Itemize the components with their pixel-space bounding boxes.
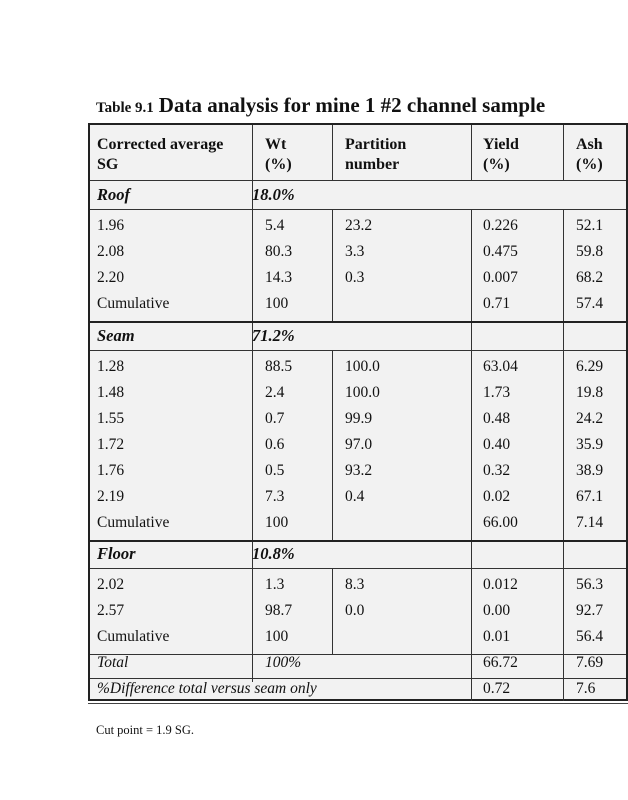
- table-title: Data analysis for mine 1 #2 channel sample: [158, 93, 546, 117]
- table-footnote: Cut point = 1.9 SG.: [96, 723, 195, 737]
- header-yield-line1: Yield: [483, 136, 519, 153]
- cell-yield: 0.007: [483, 269, 518, 286]
- cell-partition: 0.0: [345, 602, 365, 619]
- cell-yield: 0.48: [483, 410, 511, 427]
- cell-ash: 57.4: [576, 295, 604, 312]
- rule-floor-label: [90, 568, 626, 569]
- cell-partition: 0.3: [345, 269, 365, 286]
- difference-yield: 0.72: [483, 680, 511, 697]
- total-ash: 7.69: [576, 654, 604, 671]
- cell-ash: 7.14: [576, 514, 604, 531]
- cell-yield: 0.02: [483, 488, 511, 505]
- header-partition: [345, 135, 406, 175]
- cell-partition: 3.3: [345, 243, 365, 260]
- cell-sg: 2.19: [97, 488, 125, 505]
- table-number: Table 9.1: [96, 100, 154, 116]
- cell-yield: 66.00: [483, 514, 518, 531]
- cell-ash: 59.8: [576, 243, 604, 260]
- difference-ash: 7.6: [576, 680, 596, 697]
- cell-sg: Cumulative: [97, 295, 170, 312]
- cell-wt: 100: [265, 514, 289, 531]
- data-table: [88, 123, 628, 701]
- cell-yield: 0.00: [483, 602, 511, 619]
- cell-wt: 2.4: [265, 384, 285, 401]
- cell-ash: 92.7: [576, 602, 604, 619]
- rule-roof-bottom: [90, 321, 626, 323]
- cell-ash: 35.9: [576, 436, 604, 453]
- cell-ash: 56.3: [576, 576, 604, 593]
- cell-sg: 1.72: [97, 436, 125, 453]
- rule-roof-label: [90, 209, 626, 210]
- rule-seam-bottom: [90, 540, 626, 542]
- divider-wt-part-seam: [332, 350, 333, 540]
- header-ash-line1: Ash: [576, 136, 603, 153]
- rule-header-bottom: [90, 180, 626, 181]
- divider-part-yield-header: [471, 125, 472, 180]
- cell-wt: 5.4: [265, 217, 285, 234]
- cell-ash: 68.2: [576, 269, 604, 286]
- header-sg-line2: SG: [97, 156, 119, 173]
- cell-ash: 52.1: [576, 217, 604, 234]
- divider-wt-part-roof: [332, 209, 333, 321]
- cell-sg: 1.28: [97, 358, 125, 375]
- cell-partition: 97.0: [345, 436, 373, 453]
- cell-wt: 0.5: [265, 462, 285, 479]
- cell-yield: 0.01: [483, 628, 511, 645]
- cell-yield: 0.226: [483, 217, 518, 234]
- cell-yield: 63.04: [483, 358, 518, 375]
- cell-partition: 99.9: [345, 410, 373, 427]
- header-ash: [576, 135, 603, 175]
- cell-partition: 100.0: [345, 384, 380, 401]
- divider-wt-part-header: [332, 125, 333, 180]
- cell-wt: 88.5: [265, 358, 293, 375]
- cell-yield: 1.73: [483, 384, 511, 401]
- cell-sg: 2.57: [97, 602, 125, 619]
- table-caption: [96, 93, 545, 118]
- cell-sg: Cumulative: [97, 628, 170, 645]
- cell-sg: 1.48: [97, 384, 125, 401]
- total-wt: 100%: [265, 654, 302, 671]
- group-roof-name: Roof: [97, 185, 130, 204]
- header-yield: [483, 135, 519, 175]
- cell-sg: 2.20: [97, 269, 125, 286]
- header-sg: [97, 135, 223, 175]
- header-sg-line1: Corrected average: [97, 136, 224, 153]
- difference-label: %Difference total versus seam only: [97, 680, 317, 697]
- header-partition-line2: number: [345, 156, 400, 173]
- cell-wt: 14.3: [265, 269, 293, 286]
- group-floor-name: Floor: [97, 544, 136, 563]
- cell-wt: 100: [265, 295, 289, 312]
- group-floor-pct: 10.8%: [252, 544, 295, 563]
- cell-sg: 1.55: [97, 410, 125, 427]
- cell-yield: 0.32: [483, 462, 511, 479]
- cell-partition: 93.2: [345, 462, 373, 479]
- cell-partition: 23.2: [345, 217, 373, 234]
- header-wt: [265, 135, 292, 175]
- cell-wt: 7.3: [265, 488, 285, 505]
- cell-wt: 0.7: [265, 410, 285, 427]
- header-partition-line1: Partition: [345, 136, 407, 153]
- cell-yield: 0.71: [483, 295, 511, 312]
- group-seam-pct: 71.2%: [252, 326, 295, 345]
- cell-yield: 0.012: [483, 576, 518, 593]
- cell-ash: 19.8: [576, 384, 604, 401]
- cell-ash: 24.2: [576, 410, 604, 427]
- cell-sg: 1.96: [97, 217, 125, 234]
- cell-wt: 1.3: [265, 576, 285, 593]
- total-label: Total: [97, 654, 129, 671]
- header-wt-line1: Wt: [265, 136, 287, 153]
- cell-ash: 38.9: [576, 462, 604, 479]
- header-ash-line2: (%): [576, 156, 603, 173]
- cell-wt: 80.3: [265, 243, 293, 260]
- cell-sg: 2.02: [97, 576, 125, 593]
- divider-yield-ash-header: [563, 125, 564, 180]
- cell-yield: 0.475: [483, 243, 518, 260]
- cell-yield: 0.40: [483, 436, 511, 453]
- cell-ash: 56.4: [576, 628, 604, 645]
- cell-wt: 98.7: [265, 602, 293, 619]
- cell-wt: 0.6: [265, 436, 285, 453]
- cell-wt: 100: [265, 628, 289, 645]
- header-wt-line2: (%): [265, 156, 292, 173]
- total-yield: 66.72: [483, 654, 518, 671]
- cell-partition: 0.4: [345, 488, 365, 505]
- divider-part-yield-body: [471, 209, 472, 701]
- rule-floor-bottom: [90, 654, 626, 655]
- divider-wt-part-floor: [332, 568, 333, 654]
- divider-yield-ash-body: [563, 209, 564, 701]
- cell-ash: 6.29: [576, 358, 604, 375]
- group-roof-pct: 18.0%: [252, 185, 295, 204]
- rule-seam-label: [90, 350, 626, 351]
- cell-partition: 100.0: [345, 358, 380, 375]
- cell-ash: 67.1: [576, 488, 604, 505]
- group-seam-name: Seam: [97, 326, 135, 345]
- cell-sg: 1.76: [97, 462, 125, 479]
- cell-sg: 2.08: [97, 243, 125, 260]
- cell-partition: 8.3: [345, 576, 365, 593]
- cell-sg: Cumulative: [97, 514, 170, 531]
- header-yield-line2: (%): [483, 156, 510, 173]
